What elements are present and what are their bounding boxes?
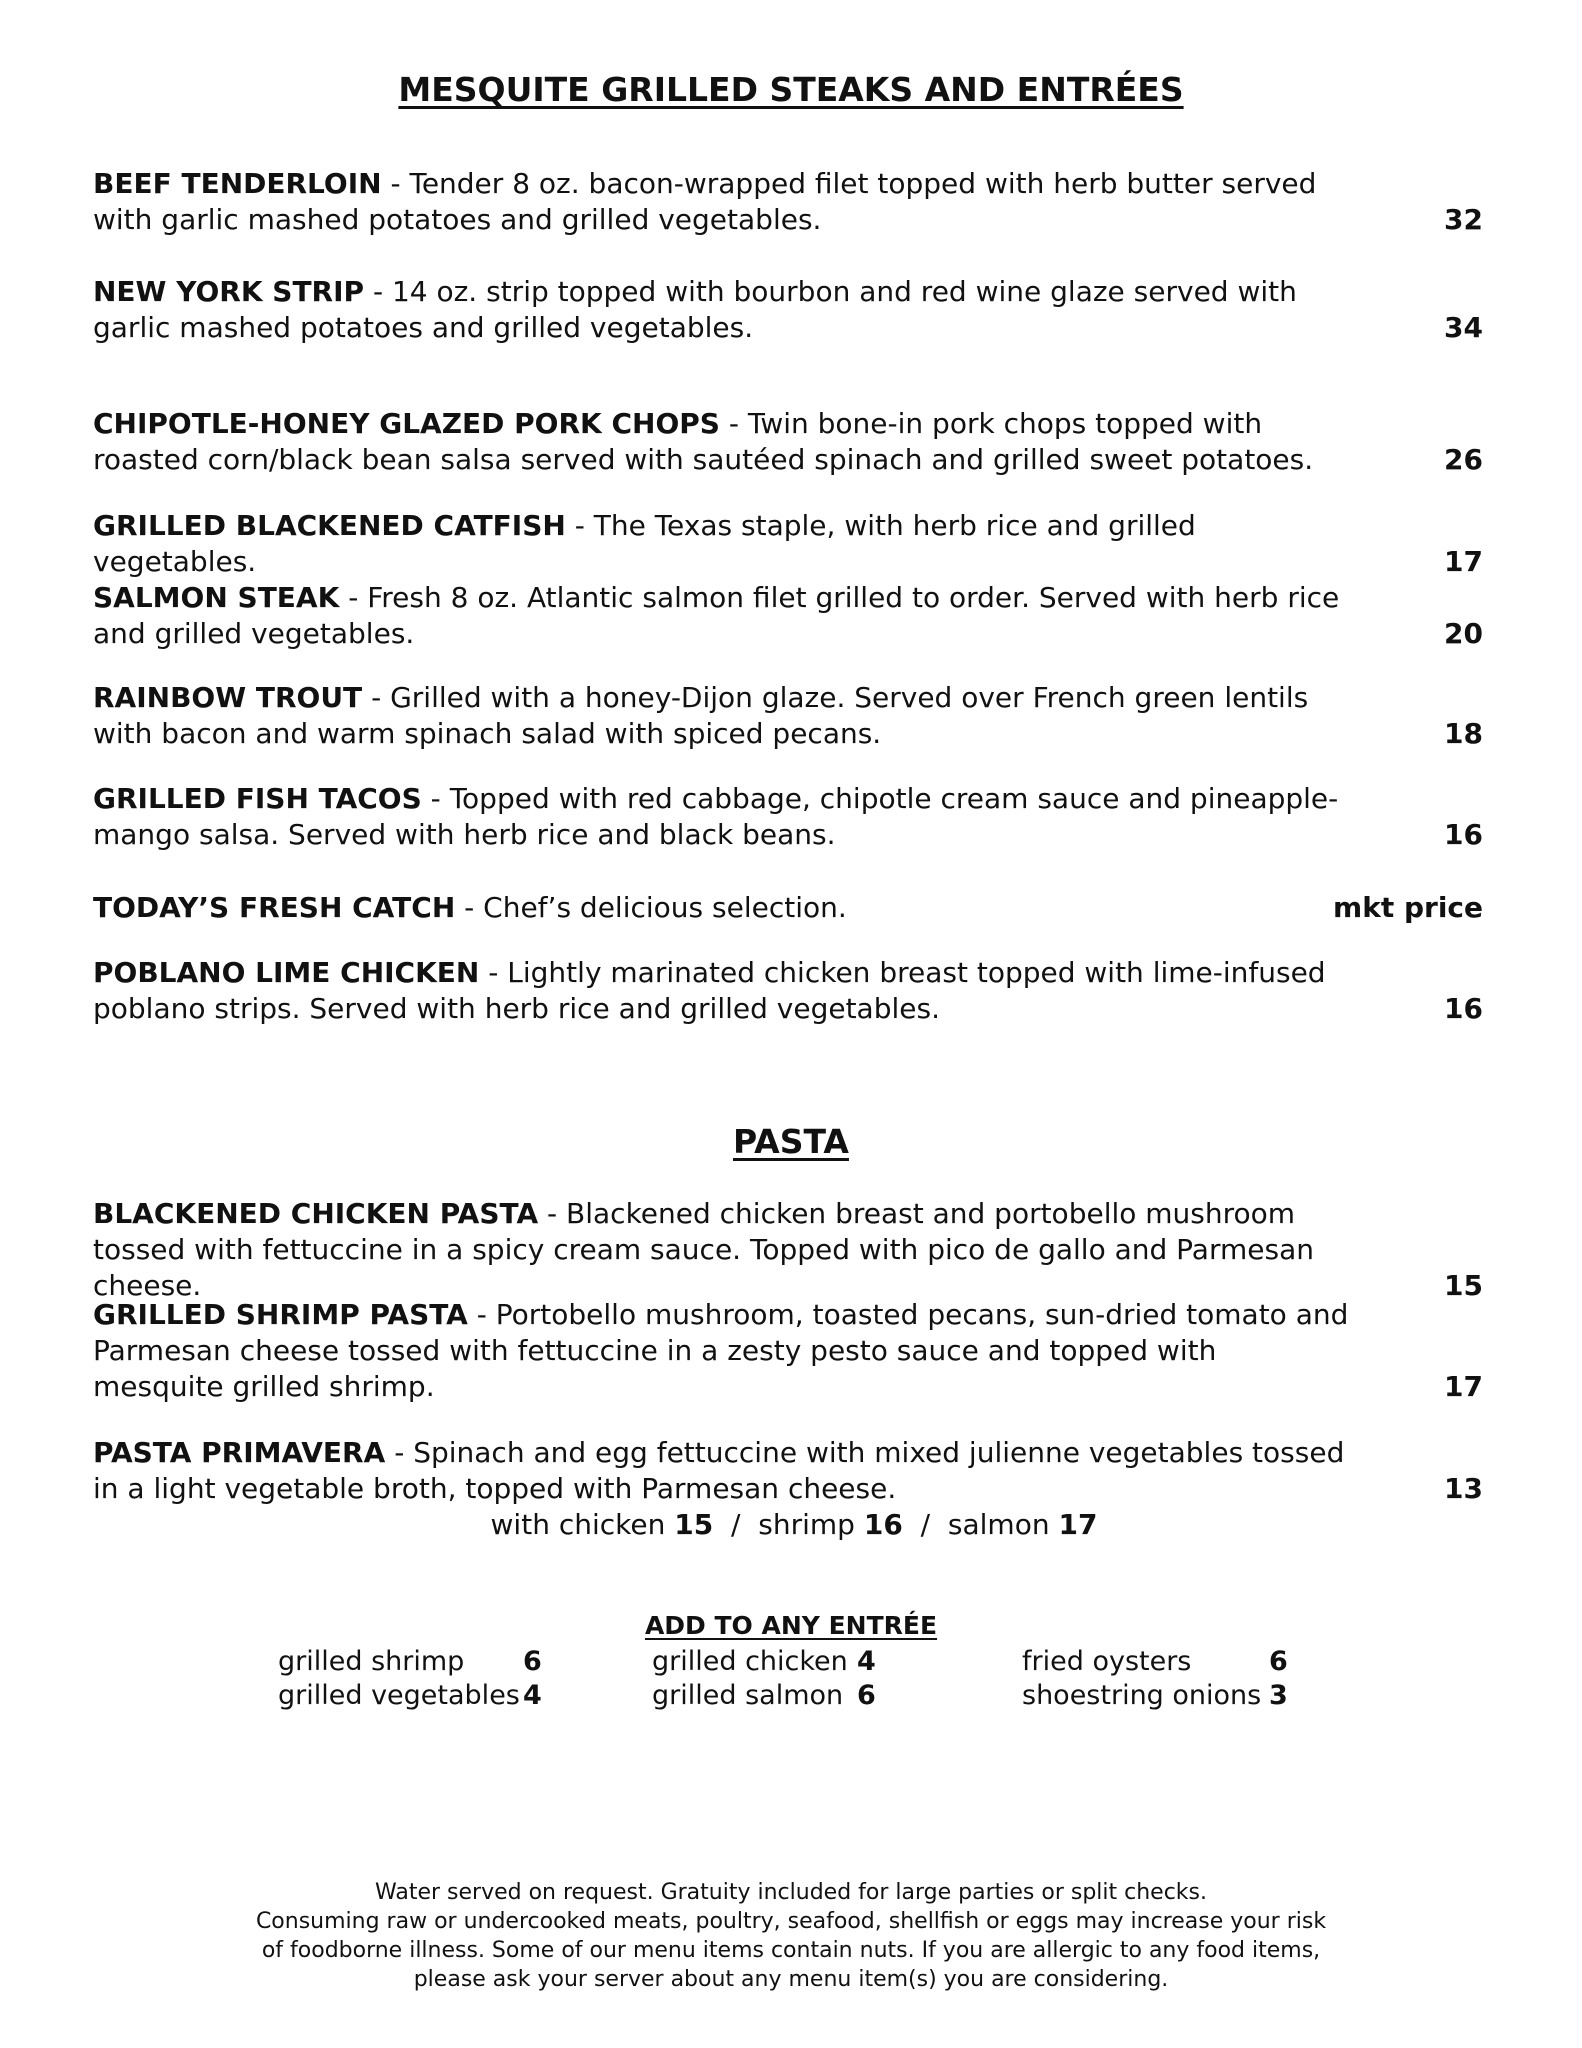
item-name: BEEF TENDERLOIN (93, 167, 382, 200)
footer-line: of foodborne illness. Some of our menu items contain nuts. If you are allergic to any food items, (261, 1938, 1321, 1963)
item-description: Fresh 8 oz. Atlantic salmon filet grilled to order. Served with herb rice and grilled vegetables. (93, 581, 1340, 650)
menu-item-blackened-catfish: GRILLED BLACKENED CATFISH - The Texas staple, with herb rice and grilled vegetables. 17 (93, 509, 1483, 578)
item-description: Portobello mushroom, toasted pecans, sun-dried tomato and Parmesan cheese tossed with fettuccine in a zesty pesto sauce and topped with mesquite grilled shrimp. (93, 1298, 1349, 1403)
item-name: GRILLED FISH TACOS (93, 782, 422, 815)
menu-item-blackened-chicken-pasta: BLACKENED CHICKEN PASTA - Blackened chicken breast and portobello mushroom tossed with fettuccine in a spicy cream sauce. Topped with pico de gallo and Parmesan cheese. 15 (93, 1197, 1483, 1302)
item-description: Lightly marinated chicken breast topped with lime-infused poblano strips. Served with herb rice and grilled vegetables. (93, 956, 1326, 1025)
item-description: Blackened chicken breast and portobello mushroom tossed with fettuccine in a spicy cream sauce. Topped with pico de gallo and Parmesan cheese. (93, 1197, 1314, 1302)
addon-item: grilled salmon 6 (652, 1680, 876, 1711)
menu-item-pork-chops: CHIPOTLE-HONEY GLAZED PORK CHOPS - Twin bone-in pork chops topped with roasted corn/black bean salsa served with sautéed spinach and grilled sweet potatoes. 26 (93, 407, 1483, 476)
menu-item-grilled-shrimp-pasta: GRILLED SHRIMP PASTA - Portobello mushroom, toasted pecans, sun-dried tomato and Parmesan cheese tossed with fettuccine in a zesty pesto sauce and topped with mesquite grilled shrimp. 17 (93, 1298, 1483, 1403)
item-price: 17 (1444, 1370, 1483, 1403)
addons-column-2 (652, 1645, 922, 1713)
item-price: 18 (1444, 717, 1483, 750)
footer-line: Water served on request. Gratuity included for large parties or split checks. (375, 1880, 1207, 1905)
item-price: 15 (1444, 1269, 1483, 1302)
item-name: PASTA PRIMAVERA (93, 1436, 386, 1469)
item-description: Twin bone-in pork chops topped with roasted corn/black bean salsa served with sautéed spinach and grilled sweet potatoes. (93, 407, 1314, 476)
item-name: BLACKENED CHICKEN PASTA (93, 1197, 539, 1230)
item-price: 16 (1444, 818, 1483, 851)
addon-item: grilled shrimp 6 (278, 1646, 542, 1677)
item-name: TODAY’S FRESH CATCH (93, 891, 456, 924)
item-price: 16 (1444, 992, 1483, 1025)
primavera-protein-options: with chicken 15 / shrimp 16 / salmon 17 (490, 1508, 1098, 1541)
item-price: 13 (1444, 1472, 1483, 1505)
item-description: The Texas staple, with herb rice and grilled vegetables. (93, 509, 1196, 578)
footer-notice (0, 1878, 1582, 1994)
menu-item-pasta-primavera: PASTA PRIMAVERA - Spinach and egg fettuccine with mixed julienne vegetables tossed in a light vegetable broth, topped with Parmesan cheese. 13 (93, 1436, 1483, 1505)
addons-title: ADD TO ANY ENTRÉE (644, 1611, 938, 1640)
item-price: mkt price (1333, 891, 1483, 924)
item-description: Spinach and egg fettuccine with mixed julienne vegetables tossed in a light vegetable broth, topped with Parmesan cheese. (93, 1436, 1345, 1505)
item-name: CHIPOTLE-HONEY GLAZED PORK CHOPS (93, 407, 720, 440)
addon-item: grilled chicken 4 (652, 1646, 876, 1677)
addons-column-1 (278, 1645, 548, 1713)
addons-column-3 (1022, 1645, 1322, 1713)
menu-item-fish-tacos: GRILLED FISH TACOS - Topped with red cabbage, chipotle cream sauce and pineapple-mango salsa. Served with herb rice and black beans. 16 (93, 782, 1483, 851)
entrees-title: MESQUITE GRILLED STEAKS AND ENTRÉES (398, 70, 1184, 109)
item-description: 14 oz. strip topped with bourbon and red wine glaze served with garlic mashed potatoes and grilled vegetables. (93, 275, 1297, 344)
menu-item-rainbow-trout: RAINBOW TROUT - Grilled with a honey-Dijon glaze. Served over French green lentils with bacon and warm spinach salad with spiced pecans. 18 (93, 681, 1483, 750)
item-price: 20 (1444, 617, 1483, 650)
item-description: Chef’s delicious selection. (483, 891, 847, 924)
item-price: 17 (1444, 545, 1483, 578)
item-name: RAINBOW TROUT (93, 681, 363, 714)
menu-item-new-york-strip: NEW YORK STRIP - 14 oz. strip topped with bourbon and red wine glaze served with garlic mashed potatoes and grilled vegetables. 34 (93, 275, 1483, 344)
item-description: Grilled with a honey-Dijon glaze. Served over French green lentils with bacon and warm spinach salad with spiced pecans. (93, 681, 1309, 750)
addon-item: fried oysters 6 (1022, 1646, 1288, 1677)
item-name: POBLANO LIME CHICKEN (93, 956, 480, 989)
addon-item: grilled vegetables 4 (278, 1680, 542, 1711)
footer-line: please ask your server about any menu item(s) you are considering. (413, 1967, 1169, 1992)
item-name: NEW YORK STRIP (93, 275, 365, 308)
addon-item: shoestring onions 3 (1022, 1680, 1288, 1711)
item-price: 34 (1444, 311, 1483, 344)
menu-item-fresh-catch: TODAY’S FRESH CATCH - Chef’s delicious selection. mkt price (93, 891, 1483, 924)
menu-item-salmon-steak: SALMON STEAK - Fresh 8 oz. Atlantic salmon filet grilled to order. Served with herb rice and grilled vegetables. 20 (93, 581, 1483, 650)
menu-item-poblano-lime-chicken: POBLANO LIME CHICKEN - Lightly marinated chicken breast topped with lime-infused poblano strips. Served with herb rice and grilled vegetables. 16 (93, 956, 1483, 1025)
item-name: GRILLED BLACKENED CATFISH (93, 509, 566, 542)
menu-item-beef-tenderloin: BEEF TENDERLOIN - Tender 8 oz. bacon-wrapped filet topped with herb butter served with garlic mashed potatoes and grilled vegetables. 32 (93, 167, 1483, 236)
item-description: Topped with red cabbage, chipotle cream sauce and pineapple-mango salsa. Served with herb rice and black beans. (93, 782, 1339, 851)
footer-line: Consuming raw or undercooked meats, poultry, seafood, shellfish or eggs may increase your risk (255, 1909, 1327, 1934)
item-description: Tender 8 oz. bacon-wrapped filet topped with herb butter served with garlic mashed potatoes and grilled vegetables. (93, 167, 1317, 236)
item-name: SALMON STEAK (93, 581, 340, 614)
item-name: GRILLED SHRIMP PASTA (93, 1298, 468, 1331)
pasta-title: PASTA (733, 1122, 849, 1161)
item-price: 26 (1444, 443, 1483, 476)
item-price: 32 (1444, 203, 1483, 236)
